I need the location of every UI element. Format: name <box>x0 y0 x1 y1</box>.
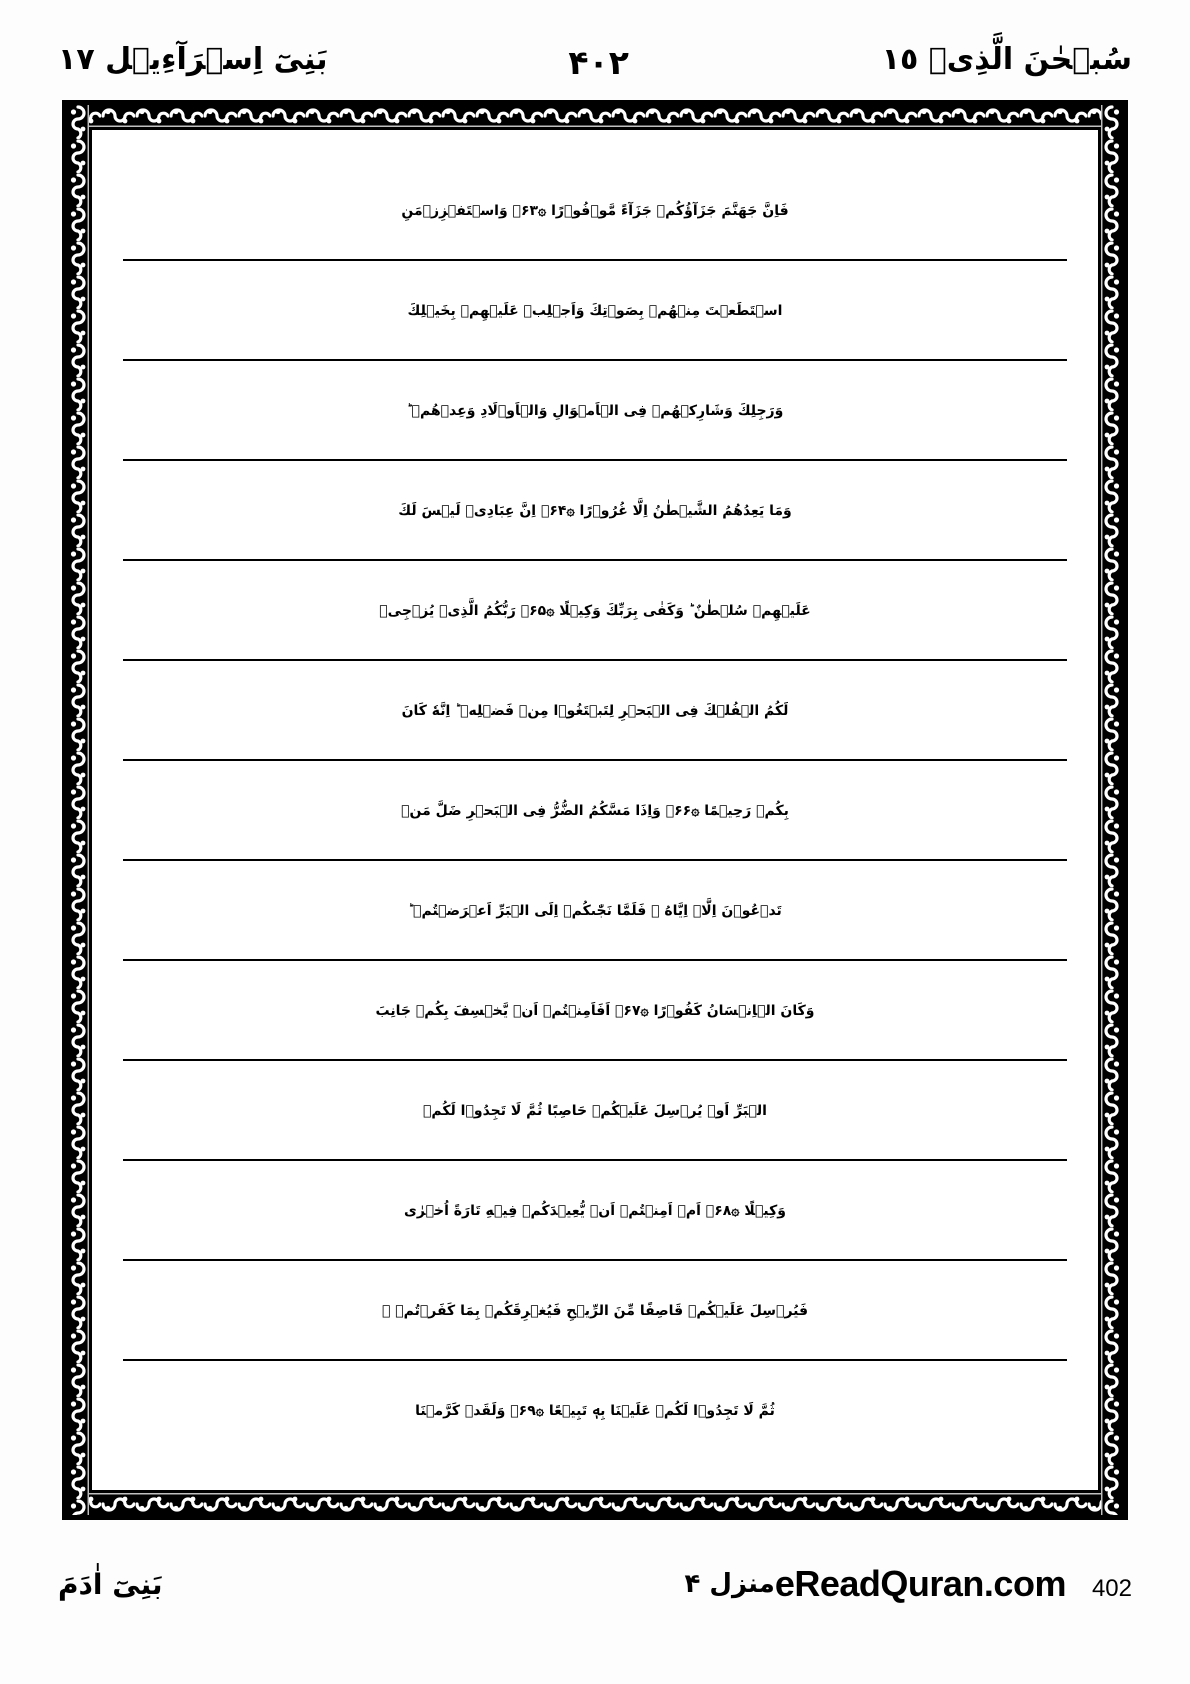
quran-line-text: تَدۡعُوۡنَ اِلَّاۤ اِيَّاهُ ۚ فَلَمَّا نَجّٰىكُمۡ اِلَى الۡبَرِّ اَعۡرَضۡتُمۡ ؕ <box>408 903 782 919</box>
page-header <box>58 34 1132 90</box>
quran-line <box>123 161 1067 261</box>
quran-line <box>123 1161 1067 1261</box>
quran-line-text: لَكُمُ الۡفُلۡكَ فِى الۡبَحۡرِ لِتَبۡتَغُوۡا مِنۡ فَضۡلِهٖ ؕ اِنَّهٗ كَانَ <box>401 703 789 719</box>
page-footer <box>58 1552 1132 1616</box>
quran-line-text: فَيُرۡسِلَ عَلَيۡكُمۡ قَاصِفًا مِّنَ الرِّيۡحِ فَيُغۡرِقَكُمۡ بِمَا كَفَرۡتُمۡ ۙ <box>381 1303 809 1319</box>
site-name[interactable]: eReadQuran.com <box>774 1563 1066 1604</box>
quran-line-text: فَاِنَّ جَهَنَّمَ جَزَآؤُكُمۡ جَزَآءً مَّوۡفُوۡرًا ۞۶۳۞ وَاسۡتَفۡزِزۡمَنِ <box>401 203 789 219</box>
ornament-band-top <box>67 105 1123 127</box>
quran-line-text: وَمَا يَعِدُهُمُ الشَّيۡطٰنُ اِلَّا غُرُوۡرًا ۞۶۴۞ اِنَّ عِبَادِىۡ لَيۡسَ لَكَ <box>398 503 792 519</box>
quran-line-text: وَرَجِلِكَ وَشَارِكۡهُمۡ فِى الۡاَمۡوَالِ وَالۡاَوۡلَادِ وَعِدۡهُمۡ ؕ <box>406 403 784 419</box>
quran-line <box>123 961 1067 1061</box>
quran-line-text: اسۡتَطَعۡتَ مِنۡهُمۡ بِصَوۡتِكَ وَاَجۡلِبۡ عَلَيۡهِمۡ بِخَيۡلِكَ <box>407 303 783 319</box>
ruku-label: بَنِىٓ اٰدَمَ <box>58 1567 163 1601</box>
page-number-latin: 402 <box>1091 1575 1132 1602</box>
frame-inner-border <box>89 127 1101 1493</box>
ornament-band-left <box>67 105 89 1515</box>
footer-branding-group <box>775 1563 1132 1605</box>
quran-line <box>123 1361 1067 1459</box>
quran-line-text: ثُمَّ لَا تَجِدُوۡا لَكُمۡ عَلَيۡنَا بِهٖ تَبِيۡعًا ۞۶۹۞ وَلَقَدۡ كَرَّمۡنَا <box>415 1403 775 1419</box>
quran-line <box>123 461 1067 561</box>
quran-line <box>123 761 1067 861</box>
manzil-label: منزل ۴ <box>684 1569 775 1599</box>
quran-line <box>123 1061 1067 1161</box>
ornament-band-right <box>1101 105 1123 1515</box>
quran-line-text: وَكَانَ الۡاِنۡسَانُ كَفُوۡرًا ۞۶۷۞ اَفَاَمِنۡتُمۡ اَنۡ يَّخۡسِفَ بِكُمۡ جَانِبَ <box>375 1003 815 1019</box>
page-number-arabic: ۴۰۲ <box>568 42 629 82</box>
quran-line <box>123 561 1067 661</box>
juz-title: سُبۡحٰنَ الَّذِىۡ ١٥ <box>881 42 1132 77</box>
quran-line <box>123 261 1067 361</box>
surah-title: بَنِىٓ اِسۡرَآءِيۡل ١٧ <box>58 42 328 77</box>
ornamental-frame <box>62 100 1128 1520</box>
quran-line-text: وَكِيۡلًا ۞۶۸۞ اَمۡ اَمِنۡتُمۡ اَنۡ يُّعِيۡدَكُمۡ فِيۡهِ تَارَةً اُخۡرٰى <box>404 1203 786 1219</box>
quran-line <box>123 361 1067 461</box>
ornament-band-bottom <box>67 1493 1123 1515</box>
quran-line <box>123 1261 1067 1361</box>
quran-line <box>123 661 1067 761</box>
quran-line-text: عَلَيۡهِمۡ سُلۡطٰنٌ ؕ وَكَفٰى بِرَبِّكَ وَكِيۡلًا ۞۶۵۞ رَبُّكُمُ الَّذِىۡ يُزۡجِىۡ <box>379 603 811 619</box>
quran-line <box>123 861 1067 961</box>
quran-text-block <box>123 161 1067 1459</box>
quran-line-text: الۡبَرِّ اَوۡ يُرۡسِلَ عَلَيۡكُمۡ حَاصِبًا ثُمَّ لَا تَجِدُوۡا لَكُمۡ <box>423 1103 767 1119</box>
quran-line-text: بِكُمۡ رَحِيۡمًا ۞۶۶۞ وَاِذَا مَسَّكُمُ الضُّرُّ فِى الۡبَحۡرِ ضَلَّ مَنۡ <box>401 803 789 819</box>
